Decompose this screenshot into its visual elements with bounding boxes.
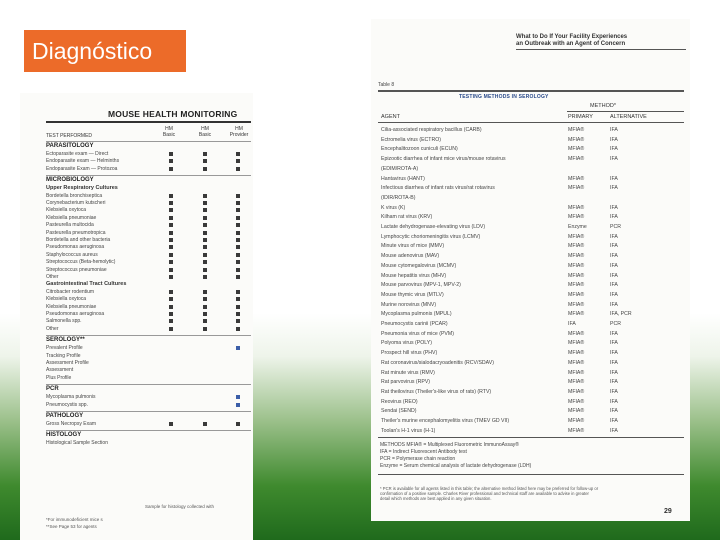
left-test-row: Corynebacterium kutscheri bbox=[46, 200, 106, 206]
alternative-method: IFA bbox=[610, 408, 618, 415]
test-checkmark bbox=[203, 194, 207, 198]
left-test-row: Gross Necropsy Exam bbox=[46, 421, 97, 427]
method-header: METHOD* bbox=[590, 103, 616, 109]
column-header-rule bbox=[378, 122, 684, 123]
primary-method: MFIA® bbox=[568, 398, 585, 405]
alternative-method: IFA bbox=[610, 330, 618, 337]
alternative-method: IFA bbox=[610, 156, 618, 163]
agent-name: Mouse thymic virus (MTLV) bbox=[381, 291, 444, 298]
table-title: TESTING METHODS IN SEROLOGY bbox=[459, 94, 549, 100]
alternative-method: IFA bbox=[610, 175, 618, 182]
test-checkmark bbox=[203, 152, 207, 156]
test-checkmark bbox=[169, 290, 173, 294]
alternative-method: IFA, PCR bbox=[610, 311, 632, 318]
test-checkmark bbox=[236, 290, 240, 294]
test-checkmark bbox=[203, 275, 207, 279]
primary-method: MFIA® bbox=[568, 272, 585, 279]
alternative-method: IFA bbox=[610, 427, 618, 434]
methods-line-3: PCR = Polymerase chain reaction bbox=[380, 456, 456, 462]
test-checkmark bbox=[169, 152, 173, 156]
primary-method: MFIA® bbox=[568, 214, 585, 221]
test-checkmark bbox=[169, 159, 173, 163]
primary-method: MFIA® bbox=[568, 136, 585, 143]
left-section-heading: HISTOLOGY bbox=[46, 432, 82, 439]
serology-table-row bbox=[378, 407, 684, 415]
page-number: 29 bbox=[664, 508, 672, 515]
primary-column-header: PRIMARY bbox=[568, 114, 593, 120]
test-checkmark bbox=[169, 223, 173, 227]
right-footnote-2: confirmation of a positive sample. Charles River professional and technical staff are available to advise in greater bbox=[380, 491, 589, 496]
right-doc-header-line1: What to Do If Your Facility Experiences bbox=[516, 34, 628, 40]
primary-method: IFA bbox=[568, 321, 576, 327]
column-header-3-line1: HM bbox=[235, 126, 243, 132]
agent-name: Epizootic diarrhea of infant mice virus/mouse rotavirus bbox=[381, 156, 506, 163]
left-section-heading: PATHOLOGY bbox=[46, 413, 84, 419]
test-checkmark bbox=[203, 268, 207, 272]
serology-table-row bbox=[378, 272, 684, 280]
test-checkmark bbox=[169, 238, 173, 242]
primary-method: MFIA® bbox=[568, 427, 585, 434]
test-checkmark bbox=[169, 297, 173, 301]
agent-name: Toolan's H-1 virus (H-1) bbox=[381, 427, 436, 434]
test-checkmark bbox=[169, 327, 173, 331]
primary-method: Enzyme bbox=[568, 224, 587, 230]
test-checkmark bbox=[203, 312, 207, 316]
test-checkmark bbox=[169, 312, 173, 316]
serology-table-row bbox=[378, 242, 684, 250]
test-checkmark bbox=[203, 231, 207, 235]
test-checkmark bbox=[236, 319, 240, 323]
column-header-1-line1: HM bbox=[165, 126, 173, 132]
test-checkmark bbox=[203, 422, 207, 426]
histology-note: Sample for histology collected with bbox=[145, 504, 215, 509]
methods-line-1: METHODS MFIA® = Multiplexed Fluorometric ImmunoAssay® bbox=[380, 442, 519, 448]
alternative-method: IFA bbox=[610, 214, 618, 221]
test-checkmark bbox=[236, 223, 240, 227]
test-checkmark bbox=[169, 319, 173, 323]
test-checkmark bbox=[203, 223, 207, 227]
test-checkmark bbox=[203, 238, 207, 242]
test-checkmark bbox=[236, 253, 240, 257]
left-doc-title: MOUSE HEALTH MONITORING bbox=[108, 109, 238, 119]
left-test-row: Prevalent Profile bbox=[46, 345, 83, 352]
table-top-rule bbox=[378, 90, 684, 92]
column-header-1-line2: Basic bbox=[162, 132, 176, 138]
test-checkmark bbox=[203, 167, 207, 171]
serology-table-row bbox=[378, 145, 684, 153]
agent-name: Rat coronavirus/sialodacryoadenitis (RCV/SDAV) bbox=[381, 359, 494, 366]
primary-method: MFIA® bbox=[568, 311, 585, 318]
primary-method: MFIA® bbox=[568, 359, 585, 366]
serology-table-row bbox=[378, 427, 684, 435]
test-checkmark bbox=[236, 395, 240, 399]
left-test-row: Streptococcus pneumoniae bbox=[46, 266, 107, 273]
alternative-method: IFA bbox=[610, 418, 618, 424]
test-checkmark bbox=[236, 346, 240, 350]
test-checkmark bbox=[203, 201, 207, 205]
serology-table-row bbox=[378, 184, 684, 192]
primary-method: MFIA® bbox=[568, 204, 585, 211]
test-checkmark bbox=[203, 245, 207, 249]
left-test-row: Klebsiella oxytoca bbox=[46, 296, 87, 303]
agent-name: Hantavirus (HANT) bbox=[381, 175, 425, 182]
serology-table-row bbox=[378, 252, 684, 260]
test-checkmark bbox=[203, 260, 207, 264]
test-checkmark bbox=[169, 167, 173, 171]
left-section-heading: SEROLOGY** bbox=[46, 337, 85, 344]
agent-name: Mycoplasma pulmonis (MPUL) bbox=[381, 311, 452, 318]
agent-name: Lactate dehydrogenase-elevating virus (LDV) bbox=[381, 224, 486, 230]
primary-method: MFIA® bbox=[568, 127, 585, 133]
column-header-3 bbox=[225, 126, 253, 138]
agent-name: Infectious diarrhea of infant rats virus/rat rotavirus bbox=[381, 185, 495, 192]
agent-name: Lymphocytic choriomeningitis virus (LCMV) bbox=[381, 233, 481, 240]
left-test-row: Ectoparasite exam — Direct bbox=[46, 151, 109, 157]
serology-table-row bbox=[378, 349, 684, 357]
agent-name: (EDIM/ROTA-A) bbox=[381, 165, 419, 172]
methods-line-2: IFA = Indirect Fluorescent Antibody test bbox=[380, 449, 467, 455]
alternative-method: IFA bbox=[610, 262, 618, 269]
test-checkmark bbox=[236, 238, 240, 242]
serology-table-row bbox=[378, 310, 684, 318]
test-checkmark bbox=[169, 422, 173, 426]
alternative-method: IFA bbox=[610, 291, 618, 298]
alternative-method: IFA bbox=[610, 398, 618, 405]
left-test-row: Pseudomonas aeruginosa bbox=[46, 244, 105, 251]
test-checkmark bbox=[203, 290, 207, 294]
left-test-row: Streptococcus (Beta-hemolytic) bbox=[46, 259, 116, 266]
test-checkmark bbox=[236, 297, 240, 301]
left-section-heading: MICROBIOLOGY bbox=[46, 177, 94, 184]
test-checkmark bbox=[203, 208, 207, 212]
left-test-row: Endoparasite exam — Helminths bbox=[46, 158, 120, 165]
agent-name: Murine norovirus (MNV) bbox=[381, 301, 437, 308]
test-checkmark bbox=[236, 216, 240, 220]
table-bottom-rule bbox=[378, 437, 684, 438]
agent-name: Rat minute virus (RMV) bbox=[381, 369, 435, 376]
agent-name: Mouse parvovirus (MPV-1, MPV-2) bbox=[381, 282, 461, 289]
serology-table-row bbox=[378, 301, 684, 309]
alternative-method: IFA bbox=[610, 301, 618, 308]
test-checkmark bbox=[236, 167, 240, 171]
alternative-method: IFA bbox=[610, 282, 618, 289]
alternative-method: IFA bbox=[610, 369, 618, 376]
test-checkmark bbox=[236, 305, 240, 309]
serology-table-row bbox=[378, 281, 684, 289]
right-doc-header-line2: an Outbreak with an Agent of Concern bbox=[516, 41, 626, 47]
test-checkmark bbox=[169, 260, 173, 264]
serology-table-row bbox=[378, 291, 684, 299]
methods-line-4: Enzyme = Serum chemical analysis of lactate dehydrogenase (LDH) bbox=[380, 463, 532, 469]
agent-name: Rat theilovirus (Theiler's-like virus of rats) (RTV) bbox=[381, 388, 492, 395]
serology-table-row bbox=[378, 398, 684, 406]
agent-name: Prospect hill virus (PHV) bbox=[381, 350, 438, 357]
primary-method: MFIA® bbox=[568, 185, 585, 192]
test-checkmark bbox=[236, 194, 240, 198]
left-test-row: Tracking Profile bbox=[46, 352, 81, 359]
primary-method: MFIA® bbox=[568, 330, 585, 337]
test-checkmark bbox=[236, 268, 240, 272]
test-checkmark bbox=[236, 231, 240, 235]
test-checkmark bbox=[203, 216, 207, 220]
test-checkmark bbox=[169, 231, 173, 235]
agent-name: Mouse adenovirus (MAV) bbox=[381, 253, 440, 260]
test-checkmark bbox=[236, 152, 240, 156]
agent-name: Mouse hepatitis virus (MHV) bbox=[381, 272, 447, 279]
right-footnote-1: * PCR is available for all agents listed in this table; the alternative method listed here may be preferred for follow-up or bbox=[380, 486, 599, 491]
left-test-row: Plus Profile bbox=[46, 374, 72, 381]
primary-method: MFIA® bbox=[568, 243, 585, 250]
left-test-row: Assessment bbox=[46, 367, 74, 374]
test-checkmark bbox=[236, 201, 240, 205]
primary-method: MFIA® bbox=[568, 291, 585, 298]
left-test-row: Other bbox=[46, 274, 59, 280]
primary-method: MFIA® bbox=[568, 388, 585, 395]
test-checkmark bbox=[203, 159, 207, 163]
alternative-method: IFA bbox=[610, 204, 618, 211]
primary-method: MFIA® bbox=[568, 175, 585, 182]
test-checkmark bbox=[236, 275, 240, 279]
agent-name: K virus (K) bbox=[381, 204, 406, 211]
alternative-method: IFA bbox=[610, 243, 618, 250]
agent-name: Ectromelia virus (ECTRO) bbox=[381, 136, 441, 143]
agent-name: Reovirus (REO) bbox=[381, 398, 418, 405]
alternative-method: IFA bbox=[610, 379, 618, 386]
alternative-method: IFA bbox=[610, 136, 618, 143]
alternative-method: IFA bbox=[610, 233, 618, 240]
alternative-method: IFA bbox=[610, 359, 618, 366]
agent-name: Encephalitozoon cuniculi (ECUN) bbox=[381, 146, 458, 153]
column-header-2-line1: HM bbox=[201, 126, 209, 132]
test-checkmark bbox=[236, 327, 240, 331]
column-header-2 bbox=[192, 126, 218, 138]
serology-table-row bbox=[378, 262, 684, 270]
agent-name: Kilham rat virus (KRV) bbox=[381, 214, 433, 221]
alternative-method: IFA bbox=[610, 146, 618, 153]
serology-table-row bbox=[378, 369, 684, 377]
test-checkmark bbox=[203, 319, 207, 323]
serology-table-row bbox=[378, 359, 684, 367]
test-checkmark bbox=[236, 312, 240, 316]
left-test-row: Salmonella spp. bbox=[46, 318, 82, 325]
left-test-row: Assessment Profile bbox=[46, 360, 89, 366]
test-checkmark bbox=[169, 275, 173, 279]
test-checkmark bbox=[169, 201, 173, 205]
serology-table-row bbox=[378, 378, 684, 386]
primary-method: MFIA® bbox=[568, 262, 585, 269]
test-checkmark bbox=[169, 268, 173, 272]
slide-title: Diagnóstico bbox=[24, 30, 186, 72]
test-checkmark bbox=[236, 403, 240, 407]
test-checkmark bbox=[169, 194, 173, 198]
test-checkmark bbox=[236, 260, 240, 264]
alternative-method: PCR bbox=[610, 224, 621, 230]
serology-table-row bbox=[378, 165, 684, 173]
test-checkmark bbox=[203, 253, 207, 257]
left-test-row: Bordetella and other bacteria bbox=[46, 237, 111, 243]
left-test-row: Klebsiella pneumoniae bbox=[46, 214, 97, 221]
left-footnote-1: *For immunodeficient mice s bbox=[46, 517, 103, 522]
left-doc-title-rule bbox=[46, 121, 251, 123]
test-checkmark bbox=[236, 245, 240, 249]
alternative-method: IFA bbox=[610, 350, 618, 357]
agent-name: Theiler's murine encephalomyelitis virus (TMEV GD VII) bbox=[381, 418, 510, 424]
agent-name: Mouse cytomegalovirus (MCMV) bbox=[381, 262, 457, 269]
serology-table-row bbox=[378, 155, 684, 163]
alternative-method: IFA bbox=[610, 127, 618, 133]
left-test-row: Klebsiella oxytoca bbox=[46, 207, 87, 214]
footnote-rule bbox=[378, 474, 684, 475]
serology-methods-document bbox=[371, 19, 690, 521]
test-checkmark bbox=[169, 216, 173, 220]
agent-name: Cilia-associated respiratory bacillus (CARB) bbox=[381, 127, 482, 133]
left-test-row: Staphylococcus aureus bbox=[46, 251, 98, 258]
primary-method: MFIA® bbox=[568, 379, 585, 386]
column-header-1 bbox=[156, 126, 182, 138]
alternative-method: PCR bbox=[610, 321, 621, 327]
test-checkmark bbox=[203, 297, 207, 301]
test-checkmark bbox=[236, 208, 240, 212]
test-checkmark bbox=[169, 208, 173, 212]
test-checkmark bbox=[203, 327, 207, 331]
left-subsection-heading: Upper Respiratory Cultures bbox=[46, 185, 118, 192]
column-header-3-line2: Provider bbox=[229, 132, 249, 138]
agent-column-header: AGENT bbox=[381, 114, 400, 120]
serology-table-row bbox=[378, 194, 684, 202]
alternative-method: IFA bbox=[610, 388, 618, 395]
left-subsection-heading: Gastrointestinal Tract Cultures bbox=[46, 281, 127, 288]
serology-table-row bbox=[378, 223, 684, 231]
serology-table-row bbox=[378, 204, 684, 212]
table-label: Table 8 bbox=[378, 82, 395, 88]
left-test-row: Mycoplasma pulmonis bbox=[46, 394, 96, 401]
primary-method: MFIA® bbox=[568, 233, 585, 240]
agent-name: Sendai (SEND) bbox=[381, 408, 417, 415]
right-doc-header bbox=[516, 34, 627, 48]
agent-name: Pneumocystis carinii (PCAR) bbox=[381, 321, 448, 327]
alternative-method: IFA bbox=[610, 185, 618, 192]
test-checkmark bbox=[236, 159, 240, 163]
serology-table-row bbox=[378, 136, 684, 144]
primary-method: MFIA® bbox=[568, 156, 585, 163]
method-header-rule bbox=[567, 111, 684, 112]
serology-table-row bbox=[378, 175, 684, 183]
serology-table-row bbox=[378, 320, 684, 328]
serology-table-row bbox=[378, 126, 684, 134]
test-checkmark bbox=[169, 305, 173, 309]
alternative-method: IFA bbox=[610, 340, 618, 347]
alternative-column-header: ALTERNATIVE bbox=[610, 114, 647, 120]
left-test-row: Pseudomonas aeruginosa bbox=[46, 311, 105, 317]
agent-name: Rat parvovirus (RPV) bbox=[381, 379, 431, 386]
alternative-method: IFA bbox=[610, 272, 618, 279]
primary-method: MFIA® bbox=[568, 340, 585, 347]
serology-table-row bbox=[378, 339, 684, 347]
test-checkmark bbox=[169, 253, 173, 257]
test-checkmark bbox=[203, 305, 207, 309]
left-test-row: Pneumocystis spp. bbox=[46, 401, 88, 408]
serology-table-row bbox=[378, 417, 684, 425]
left-test-row: Pasteurella multocida bbox=[46, 222, 94, 229]
agent-name: Pneumonia virus of mice (PVM) bbox=[381, 330, 454, 337]
left-test-row: Pasteurella pneumotropica bbox=[46, 229, 106, 236]
primary-method: MFIA® bbox=[568, 350, 585, 357]
agent-name: (IDIR/ROTA-B) bbox=[381, 194, 416, 201]
left-test-row: Histological Sample Section bbox=[46, 440, 108, 447]
left-test-row: Endoparasite Exam — Protozoa bbox=[46, 165, 118, 172]
serology-table-row bbox=[378, 330, 684, 338]
mouse-health-monitoring-document bbox=[20, 93, 253, 540]
primary-method: MFIA® bbox=[568, 418, 585, 424]
left-test-row: Klebsiella pneumoniae bbox=[46, 303, 97, 310]
test-checkmark bbox=[236, 422, 240, 426]
primary-method: MFIA® bbox=[568, 369, 585, 376]
right-doc-header-rule bbox=[516, 49, 686, 50]
serology-table-row bbox=[378, 233, 684, 241]
primary-method: MFIA® bbox=[568, 253, 585, 260]
left-test-row: Citrobacter rodentium bbox=[46, 288, 95, 295]
left-section-heading: PCR bbox=[46, 386, 59, 393]
left-test-row: Other bbox=[46, 325, 59, 332]
test-performed-header: TEST PERFORMED bbox=[46, 133, 93, 139]
alternative-method: IFA bbox=[610, 253, 618, 260]
left-section-heading: PARASITOLOGY bbox=[46, 143, 94, 149]
left-footnote-2: **See Page 53 for agents bbox=[46, 524, 97, 529]
test-checkmark bbox=[169, 245, 173, 249]
agent-name: Polyoma virus (POLY) bbox=[381, 340, 432, 347]
serology-table-row bbox=[378, 213, 684, 221]
primary-method: MFIA® bbox=[568, 282, 585, 289]
column-header-2-line2: Basic bbox=[198, 132, 212, 138]
left-test-row: Bordetella bronchiseptica bbox=[46, 192, 103, 199]
serology-table-row bbox=[378, 388, 684, 396]
primary-method: MFIA® bbox=[568, 408, 585, 415]
primary-method: MFIA® bbox=[568, 146, 585, 153]
agent-name: Minute virus of mice (MMV) bbox=[381, 243, 445, 250]
right-footnote-3: detail which methods are best applied in any given situation. bbox=[380, 496, 492, 501]
primary-method: MFIA® bbox=[568, 301, 585, 308]
